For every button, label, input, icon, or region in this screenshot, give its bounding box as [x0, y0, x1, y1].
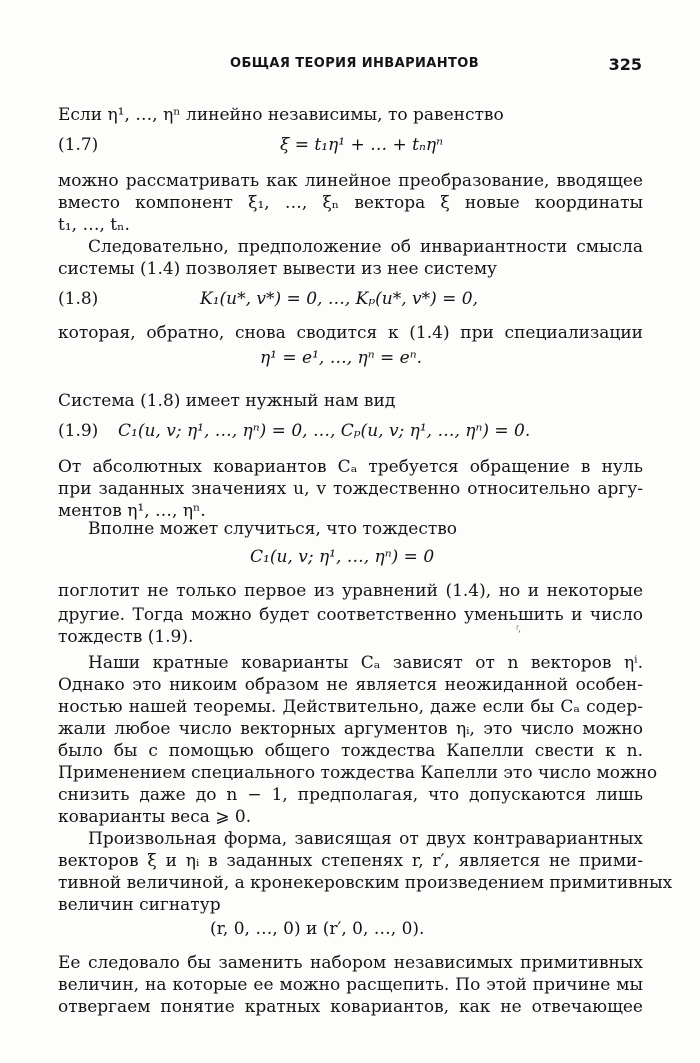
equation-signatures: (r, 0, …, 0) и (r′, 0, …, 0). — [210, 919, 425, 939]
text-line: поглотит не только первое из уравнений (1.4), но и некоторые — [58, 581, 643, 601]
text-line: можно рассматривать как линейное преобразование, вводящее — [58, 171, 643, 191]
text-line: Наши кратные коварианты Cₐ зависят от n векторов ηⁱ. — [88, 653, 643, 673]
equation-label: (1.7) — [58, 135, 99, 155]
text-line: которая, обратно, снова сводится к (1.4) при специализации — [58, 323, 643, 343]
equation-label: (1.8) — [58, 289, 99, 309]
page-number: 325 — [608, 55, 642, 74]
text-line: ностью нашей теоремы. Действительно, даже если бы Cₐ содер- — [58, 697, 643, 717]
text-line: жали любое число векторных аргументов ηᵢ, это число можно — [58, 719, 643, 739]
text-line: Если η¹, …, ηⁿ линейно независимы, то равенство — [58, 105, 504, 125]
text-line: тождеств (1.9). — [58, 627, 194, 647]
text-line: коварианты веса ⩾ 0. — [58, 807, 252, 827]
running-title: ОБЩАЯ ТЕОРИЯ ИНВАРИАНТОВ — [230, 56, 480, 71]
equation-1-9: C₁(u, v; η¹, …, ηⁿ) = 0, …, Cₚ(u, v; η¹, …, ηⁿ) = 0. — [118, 421, 531, 441]
text-line: величин сигнатур — [58, 895, 221, 915]
text-line: было бы с помощью общего тождества Капелли свести к n. — [58, 741, 643, 761]
text-line: Следовательно, предположение об инвариантности смысла — [88, 237, 643, 257]
equation-identity: C₁(u, v; η¹, …, ηⁿ) = 0 — [250, 547, 435, 567]
text-line: величин, на которые ее можно расщепить. По этой причине мы — [58, 975, 643, 995]
stray-mark: ᶠ⸴ — [516, 625, 521, 636]
equation-1-7: ξ = t₁η¹ + … + tₙηⁿ — [280, 135, 443, 155]
text-line: Ее следовало бы заменить набором независимых примитивных — [58, 953, 643, 973]
text-line: другие. Тогда можно будет соответственно уменьшить и число — [58, 605, 643, 625]
text-line: отвергаем понятие кратных ковариантов, как не отвечающее — [58, 997, 643, 1017]
text-line: Вполне может случиться, что тождество — [88, 519, 458, 539]
text-line: ментов η¹, …, ηⁿ. — [58, 501, 206, 521]
text-line: Система (1.8) имеет нужный нам вид — [58, 391, 396, 411]
text-line: при заданных значениях u, v тождественно относительно аргу- — [58, 479, 643, 499]
text-line: От абсолютных ковариантов Cₐ требуется обращение в нуль — [58, 457, 643, 477]
page-header — [88, 56, 642, 78]
text-line: тивной величиной, а кронекеровским произведением примитивных — [58, 873, 673, 893]
equation-1-8: K₁(u*, v*) = 0, …, Kₚ(u*, v*) = 0, — [200, 289, 479, 309]
text-line: t₁, …, tₙ. — [58, 215, 130, 235]
text-line: вместо компонент ξ₁, …, ξₙ вектора ξ новые координаты — [58, 193, 643, 213]
equation-specialization: η¹ = e¹, …, ηⁿ = eⁿ. — [260, 348, 423, 368]
text-line: векторов ξ и ηᵢ в заданных степенях r, r′, является не прими- — [58, 851, 643, 871]
text-line: Произвольная форма, зависящая от двух контравариантных — [88, 829, 643, 849]
text-line: системы (1.4) позволяет вывести из нее систему — [58, 259, 498, 279]
text-line: Применением специального тождества Капелли это число можно — [58, 763, 658, 783]
equation-label: (1.9) — [58, 421, 99, 441]
text-line: снизить даже до n − 1, предполагая, что допускаются лишь — [58, 785, 643, 805]
text-line: Однако это никоим образом не является неожиданной особен- — [58, 675, 643, 695]
